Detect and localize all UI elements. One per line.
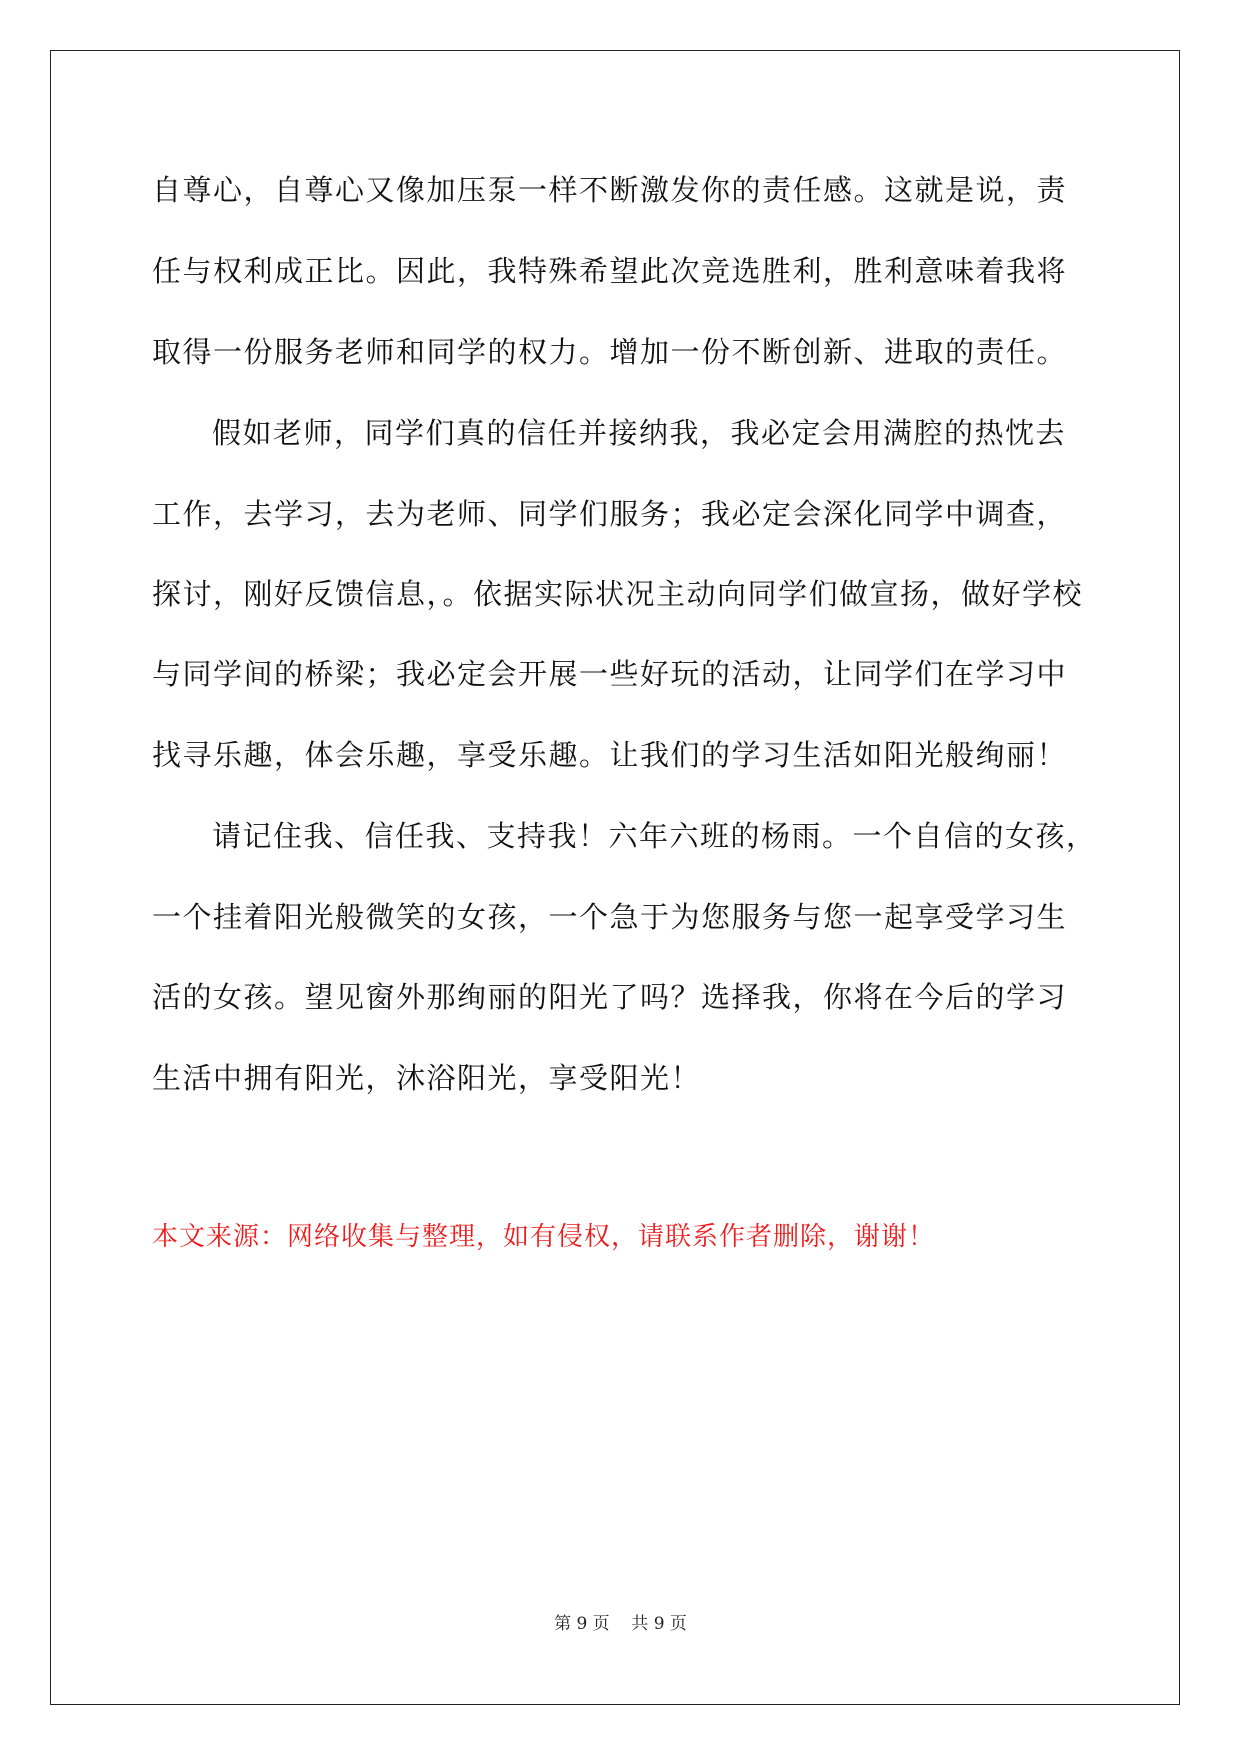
body-line: 任与权利成正比。因此，我特殊希望此次竞选胜利，胜利意味着我将 [152, 254, 1068, 288]
body-line: 找寻乐趣，体会乐趣，享受乐趣。让我们的学习生活如阳光般绚丽！ [152, 738, 1068, 772]
page-number-footer: 第 9 页 共 9 页 [554, 1614, 687, 1634]
paragraph-first-line: 请记住我、信任我、支持我！六年六班的杨雨。一个自信的女孩， [212, 819, 1097, 853]
body-line: 活的女孩。望见窗外那绚丽的阳光了吗？选择我，你将在今后的学习 [152, 980, 1068, 1014]
page-border [50, 50, 1180, 1705]
body-line: 探讨，刚好反馈信息，。依据实际状况主动向同学们做宣扬，做好学校 [152, 577, 1084, 611]
body-line: 与同学间的桥梁；我必定会开展一些好玩的活动，让同学们在学习中 [152, 657, 1068, 691]
body-line: 自尊心，自尊心又像加压泵一样不断激发你的责任感。这就是说，责 [152, 173, 1068, 207]
body-line: 一个挂着阳光般微笑的女孩，一个急于为您服务与您一起享受学习生 [152, 900, 1068, 934]
paragraph-first-line: 假如老师，同学们真的信任并接纳我，我必定会用满腔的热忱去 [212, 416, 1067, 450]
source-note: 本文来源：网络收集与整理，如有侵权，请联系作者删除，谢谢！ [152, 1222, 936, 1252]
body-line: 工作，去学习，去为老师、同学们服务；我必定会深化同学中调查， [152, 497, 1068, 531]
body-line: 取得一份服务老师和同学的权力。增加一份不断创新、进取的责任。 [152, 335, 1068, 369]
body-line: 生活中拥有阳光，沐浴阳光，享受阳光！ [152, 1061, 702, 1095]
